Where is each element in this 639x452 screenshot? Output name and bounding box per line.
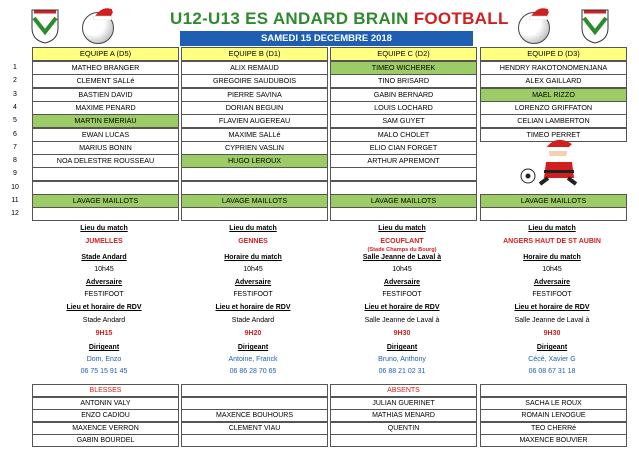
- opponent-label: Adversaire: [383, 279, 421, 286]
- player-cell: MALO CHOLET: [330, 128, 477, 142]
- absence-cell: MAXENCE VERRON: [32, 422, 179, 435]
- match-time: 10h45: [392, 266, 412, 273]
- absence-cell: ROMAIN LENOGUE: [480, 409, 627, 422]
- rdv-label: Lieu et horaire de RDV: [66, 304, 142, 311]
- absence-cell: [330, 434, 477, 447]
- absence-cell: [181, 434, 328, 447]
- absence-cell: QUENTIN: [330, 422, 477, 435]
- absence-cell: SACHA LE ROUX: [480, 397, 627, 410]
- player-cell: ARTHUR APREMONT: [330, 154, 477, 168]
- player-cell: BASTIEN DAVID: [32, 88, 179, 102]
- manager-phone: 06 75 15 91 45: [80, 368, 128, 375]
- rdv-time: 9H20: [244, 330, 262, 337]
- row-number: 1: [13, 64, 17, 71]
- row-number: 2: [13, 77, 17, 85]
- manager-phone: 06 86 28 70 65: [229, 368, 277, 375]
- title-club: U12-U13 ES ANDARD BRAIN: [170, 9, 409, 28]
- opponent-label: Adversaire: [234, 279, 272, 286]
- injured-label: BLESSES: [32, 384, 179, 397]
- player-cell: [330, 167, 477, 181]
- player-cell: NOA DELESTRE ROUSSEAU: [32, 154, 179, 168]
- lieu-label: Lieu du match: [229, 225, 277, 232]
- club-logo-left: [30, 8, 60, 44]
- page-title: [170, 9, 509, 29]
- row-number: 7: [13, 143, 17, 151]
- opponent: FESTIFOOT: [532, 291, 572, 298]
- player-cell: [330, 181, 477, 195]
- player-cell: ELIO CIAN FORGET: [330, 141, 477, 155]
- player-cell: MAEL RIZZO: [480, 88, 627, 102]
- santa-football-icon: [516, 138, 588, 186]
- player-cell: MARIUS BONIN: [32, 141, 179, 155]
- opponent: FESTIFOOT: [233, 291, 273, 298]
- player-cell: LOUIS LOCHARD: [330, 101, 477, 115]
- manager-name: Cécé, Xavier G: [528, 356, 576, 363]
- absent-label-empty: [480, 384, 627, 397]
- absence-cell: MAXENCE BOUVIER: [480, 434, 627, 447]
- match-location: ECOUFLANT: [380, 238, 424, 245]
- player-cell: MATHEO BRANGER: [32, 61, 179, 75]
- manager-label: Dirigeant: [237, 344, 269, 351]
- player-cell: SAM GUYET: [330, 114, 477, 128]
- player-cell: [181, 181, 328, 195]
- row-number: 10: [11, 183, 19, 191]
- player-cell: ALIX REMAUD: [181, 61, 328, 75]
- manager-phone: 06 88 21 02 31: [378, 368, 426, 375]
- player-cell: LORENZO GRIFFATON: [480, 101, 627, 115]
- manager-label: Dirigeant: [536, 344, 568, 351]
- row-number: 5: [13, 117, 17, 125]
- player-cell: LAVAGE MAILLOTS: [181, 194, 328, 208]
- injured-label-empty: [181, 384, 328, 397]
- player-cell: FLAVIEN AUGEREAU: [181, 114, 328, 128]
- santa-hat-icon-right: [528, 4, 552, 20]
- match-time: 10h45: [243, 266, 263, 273]
- player-cell: HUGO LEROUX: [181, 154, 328, 168]
- match-location: ANGERS HAUT DE ST AUBIN: [503, 238, 601, 245]
- team-info: [181, 224, 325, 379]
- absence-cell: [181, 397, 328, 410]
- match-time: 10h45: [94, 266, 114, 273]
- row-number: 3: [13, 90, 17, 98]
- rdv-place: Stade Andard: [82, 317, 126, 324]
- club-logo-right: [580, 8, 610, 44]
- opponent: FESTIFOOT: [382, 291, 422, 298]
- absence-cell: MATHIAS MENARD: [330, 409, 477, 422]
- team-d-header: EQUIPE D (D3): [480, 47, 627, 61]
- venue-label: Salle Jeanne de Laval à: [362, 254, 442, 261]
- absence-cell: CLEMENT VIAU: [181, 422, 328, 435]
- rdv-label: Lieu et horaire de RDV: [364, 304, 440, 311]
- opponent: FESTIFOOT: [84, 291, 124, 298]
- team-info: [330, 224, 474, 379]
- rdv-time: 9H30: [393, 330, 411, 337]
- player-cell: [330, 207, 477, 221]
- absent-label: ABSENTS: [330, 384, 477, 397]
- manager-name: Antoine, Franck: [228, 356, 278, 363]
- absence-cell: GABIN BOURDEL: [32, 434, 179, 447]
- match-location: JUMELLES: [85, 238, 123, 245]
- player-cell: [32, 181, 179, 195]
- row-number: 6: [13, 130, 17, 138]
- player-cell: TIMEO PERRET: [480, 128, 627, 142]
- player-cell: LAVAGE MAILLOTS: [32, 194, 179, 208]
- player-cell: TIMEO WICHEREK: [330, 61, 477, 75]
- rdv-label: Lieu et horaire de RDV: [514, 304, 590, 311]
- row-number: 4: [13, 103, 17, 111]
- match-location: GENNES: [238, 238, 268, 245]
- player-cell: LAVAGE MAILLOTS: [330, 194, 477, 208]
- rdv-time: 9H30: [543, 330, 561, 337]
- lieu-label: Lieu du match: [80, 225, 128, 232]
- player-cell: GABIN BERNARD: [330, 88, 477, 102]
- absence-cell: ANTONIN VALY: [32, 397, 179, 410]
- team-info: [32, 224, 176, 379]
- match-date: SAMEDI 15 DECEMBRE 2018: [180, 31, 473, 46]
- match-location-detail: (Stade Champs du Bourg): [367, 247, 437, 253]
- player-cell: TINO BRISARD: [330, 74, 477, 88]
- player-cell: LAVAGE MAILLOTS: [480, 194, 627, 208]
- opponent-label: Adversaire: [533, 279, 571, 286]
- team-b-header: EQUIPE B (D1): [181, 47, 328, 61]
- rdv-place: Stade Andard: [231, 317, 275, 324]
- player-cell: DORIAN BEGUIN: [181, 101, 328, 115]
- venue-label: Stade Andard: [81, 254, 127, 261]
- player-cell: [181, 167, 328, 181]
- manager-label: Dirigeant: [88, 344, 120, 351]
- rdv-place: Salle Jeanne de Laval à: [514, 317, 590, 324]
- venue-label: Horaire du match: [523, 254, 581, 261]
- santa-hat-icon: [92, 4, 116, 20]
- player-cell: [32, 167, 179, 181]
- player-cell: MARTIN EMERIAU: [32, 114, 179, 128]
- absence-cell: MAXENCE BOUHOURS: [181, 409, 328, 422]
- rdv-place: Salle Jeanne de Laval à: [364, 317, 440, 324]
- player-cell: ALEX GAILLARD: [480, 74, 627, 88]
- manager-label: Dirigeant: [386, 344, 418, 351]
- player-cell: CYPRIEN VASLIN: [181, 141, 328, 155]
- player-cell: CELIAN LAMBERTON: [480, 114, 627, 128]
- venue-label: Horaire du match: [224, 254, 282, 261]
- player-cell: [32, 207, 179, 221]
- absence-cell: JULIAN GUERINET: [330, 397, 477, 410]
- absence-cell: ENZO CADIOU: [32, 409, 179, 422]
- player-cell: [480, 207, 627, 221]
- player-cell: HENDRY RAKOTONOMENJANA: [480, 61, 627, 75]
- player-cell: CLEMENT SALLé: [32, 74, 179, 88]
- player-cell: MAXIME SALLé: [181, 128, 328, 142]
- match-time: 10h45: [542, 266, 562, 273]
- manager-name: Dom, Enzo: [86, 356, 122, 363]
- team-c-header: EQUIPE C (D2): [330, 47, 477, 61]
- team-info: [480, 224, 624, 379]
- title-football: FOOTBALL: [413, 9, 509, 28]
- rdv-time: 9H15: [95, 330, 113, 337]
- player-cell: GREGOIRE SAUDUBOIS: [181, 74, 328, 88]
- team-a-header: EQUIPE A (D5): [32, 47, 179, 61]
- lieu-label: Lieu du match: [378, 225, 426, 232]
- player-cell: EWAN LUCAS: [32, 128, 179, 142]
- manager-name: Bruno, Anthony: [378, 356, 426, 363]
- row-number: 8: [13, 157, 17, 165]
- row-number: 9: [13, 170, 17, 178]
- rdv-label: Lieu et horaire de RDV: [215, 304, 291, 311]
- player-cell: MAXIME PENARD: [32, 101, 179, 115]
- lieu-label: Lieu du match: [528, 225, 576, 232]
- row-number: 11: [11, 197, 19, 204]
- player-cell: [181, 207, 328, 221]
- player-cell: PIERRE SAVINA: [181, 88, 328, 102]
- opponent-label: Adversaire: [85, 279, 123, 286]
- row-number: 12: [11, 210, 19, 218]
- absence-cell: TEO CHERRé: [480, 422, 627, 435]
- manager-phone: 06 08 67 31 18: [528, 368, 576, 375]
